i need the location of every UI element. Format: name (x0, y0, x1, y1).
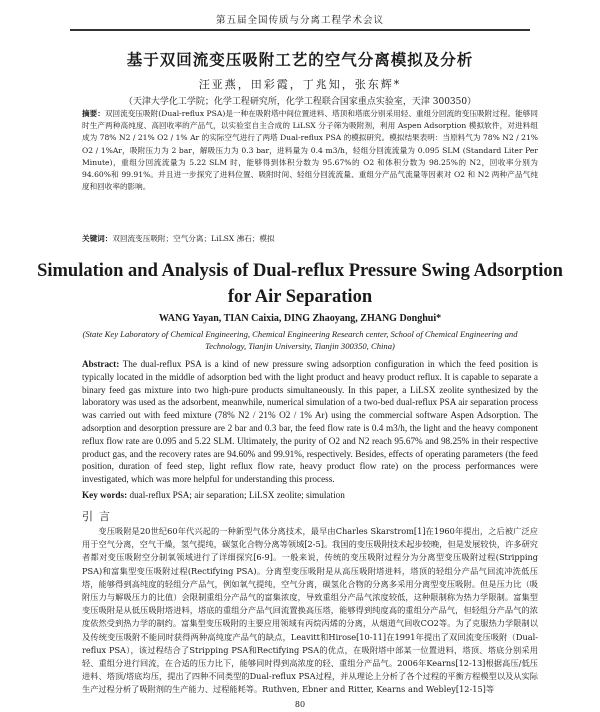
chinese-keywords-text: 双回流变压吸附；空气分离；LiLSX 沸石；模拟 (112, 234, 275, 243)
running-header: 第五届全国传质与分离工程学术会议 (70, 12, 530, 30)
chinese-abstract-label: 摘要： (82, 109, 105, 118)
english-abstract (82, 358, 538, 486)
chinese-authors: 汪亚燕，田彩霞，丁兆知，张东辉* (198, 78, 402, 91)
chinese-affiliation: （天津大学化工学院；化学工程研究所，化学工程联合国家重点实验室，天津 300350） (123, 97, 477, 107)
chinese-keywords (82, 233, 538, 244)
introduction-paragraph: 变压吸附是20世纪60年代兴起的一种新型气体分离技术，最早由Charles Skarstrom[1]在1960年提出，之后被广泛应用于空气分离，空气干燥，氢气提纯，碳氢化合物分离等领域[2-5]。我国的变压吸附技术起步较晚，但是发展较快，许多研究者都对变压吸附空分制氧领域进行了详细探究[6-9]。一般来说，传统的变压吸附过程分为分离型变压吸附过程(Stripping PSA)和富集型变压吸附过程(Rectifying PSA)。分离型变压吸附是从高压吸附塔进料，塔顶的轻组分产品气回流冲洗低压塔，能够得到高纯度的轻组分产品气，例如氧气提纯，空气分离，碳氢化合物的分离多采用分离型变压吸附。但是压力比（吸附压力与解吸压力的比值）会限制重组分产品气的富集浓度，导致重组分产品气浓度较低，这种限制称为热力学限制。富集型变压吸附是从低压吸附塔进料，塔底的重组分产品气回流置换高压塔，能够得到纯度高的重组分产品气，但轻组分产品气的浓度依然受到热力学的制约。富集型变压吸附的主要应用领域有丙烷丙烯的分离，从烟道气回收CO2等。为了克服热力学限制以及传统变压吸附不能同时获得两种高纯度产品气的缺点，Leavitt和Hirose[10-11]在1991年提出了双回流变压吸附（Dual-reflux PSA），该过程结合了Stripping PSA和Rectifying PSA的优点，在吸附塔中部某一位置进料，塔顶、塔底分别采用轻、重组分进行回流，在合适的压力比下，能够同时得到高浓度的轻、重组分产品气。2006年Kearns[12-13]根据高压/低压进料、塔顶/塔底均压，提出了四种不同类型的Dual-reflux PSA过程，并从理论上分析了各个过程的平衡方程模型以及从实际生产过程分析了吸附剂的生产能力、过程能耗等。Ruthven, Ebner and Ritter, Kearns and Webley[12-15]等 (82, 526, 538, 695)
chinese-abstract-text: 双回流变压吸附(Dual-reflux PSA)是一种在吸附塔中间位置进料、塔顶和塔底分别采用轻、重组分回流的变压吸附过程。能够同时生产两种高纯度、高回收率的产品气，以实验室自主合成的 LiLSX 分子筛为吸附剂，利用 Aspen Adsorption 模拟软件，对进料组成为 78% N2 / 21% O2 / 1% Ar 的实际空气进行了两塔 Dual-reflux PSA 的模拟研究。模拟结果表明：当原料气为 78% N2 / 21% O2 / 1%Ar，吸附压力为 2 bar，解吸压力为 0.3 bar，进料量为 0.4 m3/h，轻组分回流流量为 0.095 SLM (Standard Liter Per Minute)，重组分回流流量为 5.22 SLM 时，能够得到体积分数为 95.67%的 O2 和体积分数为 98.25%的 N2，回收率分别为 94.60%和 99.91%。并且进一步探究了进料位置、吸附时间、轻组分回流流量、重组分产品气流量等因素对 O2 和 N2 两种产品气纯度和回收率的影响。 (82, 109, 539, 192)
english-abstract-text: The dual-reflux PSA is a kind of new pressure swing adsorption configuration in which the feed position is typically located in the middle of adsorption bed with the light product and heavy product reflux. It is capable to separate a binary feed gas mixture into two high-pure products simultaneously. In this paper, a LiLSX zeolite synthesized by the laboratory was used as the adsorbent, meanwhile, numerical simulation of a two-bed dual-reflux PSA air separation process was carried out with feed mixture (78% N2 / 21% O2 / 1% Ar) using the commercial software Aspen Adsorption. The adsorption and desorption pressure are 2 bar and 0.3 bar, the feed flow rate is 0.4 m3/h, the light and the heavy component reflux flow rate are 0.095 and 5.22 SLM. Ultimately, the purity of O2 and N2 reach 95.67% and 98.25% in their respective product gas, and the recovery rates are 94.60% and 99.91%, respectively. Besides, effects of operating parameters (the feed position, duration of feed step, light reflux flow rate, heavy product flow rate) on the process performances were investigated, which was more helpful for understanding this process. (82, 359, 538, 485)
english-abstract-label: Abstract: (82, 359, 120, 369)
english-keywords (82, 490, 538, 500)
introduction-heading: 引言 (82, 510, 116, 523)
english-title: Simulation and Analysis of Dual-reflux Pressure Swing Adsorption for Air Separation (37, 261, 563, 307)
introduction-body (82, 525, 538, 697)
chinese-abstract (82, 108, 538, 193)
english-keywords-label: Key words: (82, 490, 128, 500)
page-number: 80 (294, 700, 306, 709)
header-rule (70, 30, 530, 31)
chinese-title: 基于双回流变压吸附工艺的空气分离模拟及分析 (126, 51, 474, 69)
english-keywords-text: dual-reflux PSA; air separation; LiLSX zeolite; simulation (129, 490, 345, 500)
chinese-keywords-label: 关键词： (82, 234, 113, 243)
english-affiliation: (State Key Laboratory of Chemical Engineering, Chemical Engineering Research center, School of Chemical Engineering and Technology, Tianjin University, Tianjin 300350, China) (82, 329, 518, 351)
english-authors: WANG Yayan, TIAN Caixia, DING Zhaoyang, ZHANG Donghui* (158, 313, 442, 324)
